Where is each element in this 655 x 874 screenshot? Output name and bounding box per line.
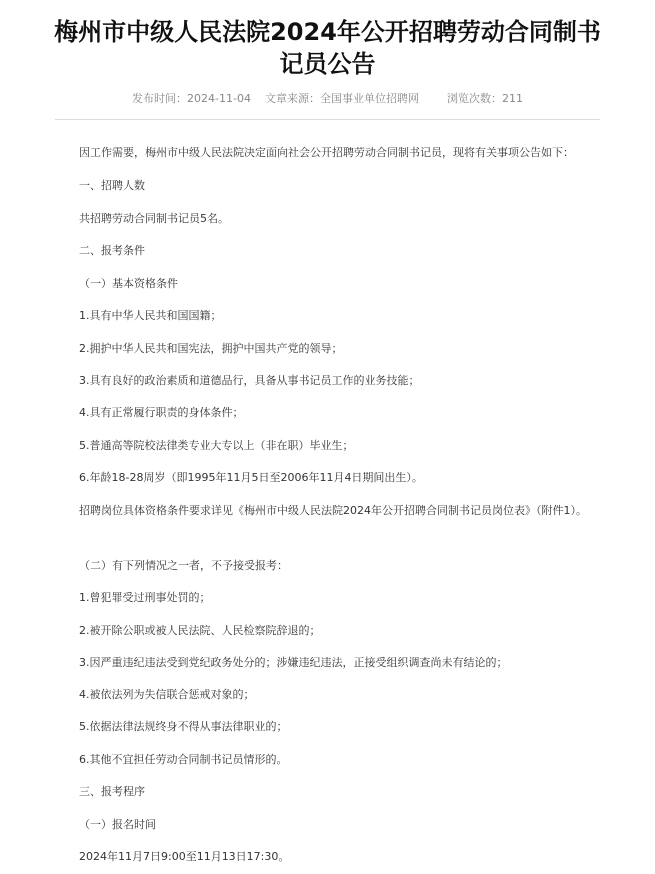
source-value: 全国事业单位招聘网 — [319, 92, 419, 105]
title-divider — [55, 119, 600, 120]
section-heading-procedure: 三、报考程序 — [79, 785, 145, 798]
list-item: 3.具有良好的政治素质和道德品行，具备从事书记员工作的业务技能； — [79, 374, 420, 387]
article-title — [40, 16, 615, 80]
article-title-line1: 梅州市中级人民法院2024年公开招聘劳动合同制书 — [54, 18, 601, 46]
publish-label: 发布时间： — [132, 92, 188, 105]
publish-time — [132, 91, 251, 107]
paragraph-registration-time: 2024年11月7日9:00至11月13日17:30。 — [79, 850, 290, 863]
list-item: 6.其他不宜担任劳动合同制书记员情形的。 — [79, 753, 288, 766]
subsection-basic-qualifications: （一）基本资格条件 — [79, 277, 178, 290]
list-item: 1.曾犯罪受过刑事处罚的； — [79, 591, 211, 604]
list-item: 6.年龄18-28周岁（即1995年11月5日至2006年11月4日期间出生）。 — [79, 471, 423, 484]
list-item: 1.具有中华人民共和国国籍； — [79, 309, 222, 322]
list-item: 2.拥护中华人民共和国宪法，拥护中国共产党的领导； — [79, 342, 343, 355]
view-count — [447, 91, 523, 107]
article-title-line2: 记员公告 — [279, 50, 376, 78]
paragraph-intro: 因工作需要，梅州市中级人民法院决定面向社会公开招聘劳动合同制书记员，现将有关事项公告如下： — [79, 146, 574, 159]
views-value: 211 — [501, 92, 523, 105]
paragraph-position-details: 招聘岗位具体资格条件要求详见《梅州市中级人民法院2024年公开招聘合同制书记员岗位表》（附件1）。 — [79, 504, 587, 517]
list-item: 2.被开除公职或被人民法院、人民检察院辞退的； — [79, 624, 321, 637]
subsection-exclusions: （二）有下列情况之一者，不予接受报考： — [79, 559, 288, 572]
list-item: 5.普通高等院校法律类专业大专以上（非在职）毕业生； — [79, 439, 354, 452]
list-item: 3.因严重违纪违法受到党纪政务处分的；涉嫌违纪违法，正接受组织调查尚未有结论的； — [79, 656, 508, 669]
section-heading-recruit-number: 一、招聘人数 — [79, 179, 145, 192]
article-source — [265, 91, 419, 107]
list-item: 4.被依法列为失信联合惩戒对象的； — [79, 688, 255, 701]
subsection-registration-time: （一）报名时间 — [79, 818, 156, 831]
views-label: 浏览次数： — [446, 92, 502, 105]
article-meta — [0, 91, 655, 107]
publish-date: 2024-11-04 — [187, 92, 251, 105]
list-item: 5.依据法律法规终身不得从事法律职业的； — [79, 720, 288, 733]
source-label: 文章来源： — [264, 92, 320, 105]
section-heading-requirements: 二、报考条件 — [79, 244, 145, 257]
list-item: 4.具有正常履行职责的身体条件； — [79, 406, 244, 419]
paragraph-recruit-number: 共招聘劳动合同制书记员5名。 — [79, 212, 229, 225]
